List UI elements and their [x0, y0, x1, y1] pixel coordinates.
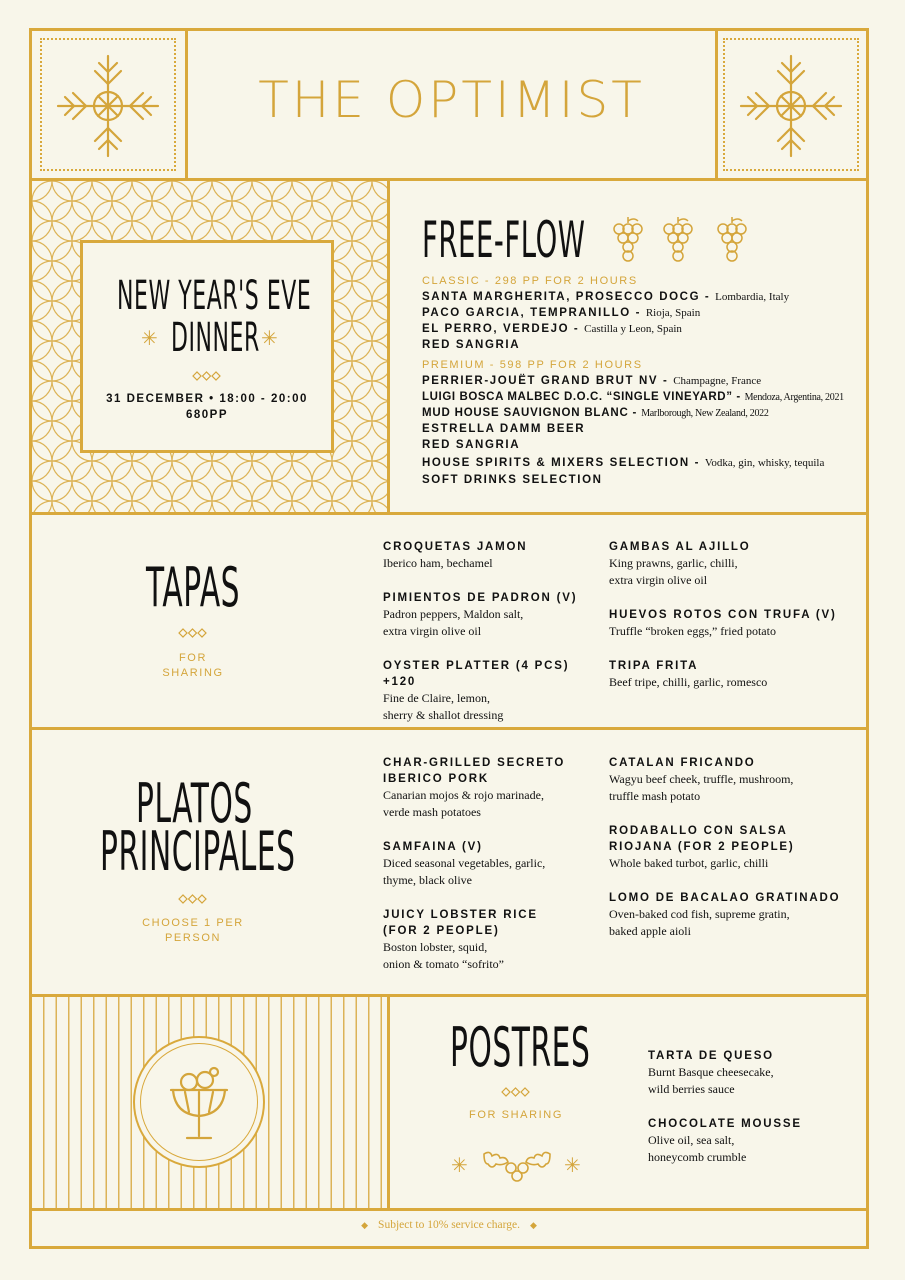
wine-name: SANTA MARGHERITA, PROSECCO DOCG	[422, 291, 701, 303]
diamond-icon: ◆	[361, 1220, 369, 1230]
wine-name: HOUSE SPIRITS & MIXERS SELECTION	[422, 457, 690, 469]
dish-description: extra virgin olive oil	[383, 624, 482, 638]
postres-title: POSTRES	[450, 1016, 591, 1079]
dish-description: Iberico ham, bechamel	[383, 556, 493, 570]
wine-origin: Lombardia, Italy	[715, 291, 790, 303]
premium-label: PREMIUM - 598 PP FOR 2 HOURS	[422, 359, 643, 371]
service-charge-note: Subject to 10% service charge.	[378, 1219, 520, 1231]
wine-item	[422, 339, 862, 355]
dish-description: truffle mash potato	[609, 789, 701, 803]
dish-name: JUICY LOBSTER RICE	[383, 909, 538, 921]
wine-origin: Castilla y Leon, Spain	[584, 323, 682, 335]
dish-description: onion & tomato “sofrito”	[383, 957, 504, 971]
dish-name: OYSTER PLATTER (4 PCS) +120	[383, 660, 570, 688]
classic-label: CLASSIC - 298 PP FOR 2 HOURS	[422, 275, 638, 287]
wine-item: PERRIER-JOUËT GRAND BRUT NV - Champagne, France	[422, 375, 762, 387]
wine-item	[422, 423, 862, 439]
principales-subtitle-line: PERSON	[164, 932, 222, 944]
dish-name: CATALAN FRICANDO	[609, 757, 756, 769]
menu-item	[609, 890, 859, 940]
wine-item: HOUSE SPIRITS & MIXERS SELECTION - Vodka, gin, whisky, tequila	[422, 457, 825, 469]
menu-item	[383, 539, 603, 572]
diamond-ornament-icon	[192, 370, 222, 382]
wine-name: MUD HOUSE SAUVIGNON BLANC	[422, 407, 629, 419]
diamond-ornament-icon	[501, 1086, 531, 1098]
diamond-icon: ◆	[529, 1220, 537, 1230]
dish-name: IBERICO PORK	[383, 773, 489, 785]
tapas-subtitle-line: FOR	[178, 652, 208, 664]
dish-description: Beef tripe, chilli, garlic, romesco	[609, 675, 768, 689]
principales-column-left	[383, 755, 603, 991]
dish-name: HUEVOS ROTOS CON TRUFA (V)	[609, 609, 837, 621]
wine-origin: Champagne, France	[673, 375, 762, 387]
wine-item: MUD HOUSE SAUVIGNON BLANC - Marlborough, New Zealand, 2022	[422, 407, 769, 419]
diamond-ornament-icon	[178, 627, 208, 639]
wine-item: PACO GARCIA, TEMPRANILLO - Rioja, Spain	[422, 307, 701, 319]
dish-description: extra virgin olive oil	[609, 573, 708, 587]
dish-name: RODABALLO CON SALSA	[609, 825, 788, 837]
dish-name: CHAR-GRILLED SECRETO	[383, 757, 566, 769]
tapas-title: TAPAS	[146, 556, 241, 619]
dish-name: CROQUETAS JAMON	[383, 541, 528, 553]
restaurant-name: THE OPTIMIST	[258, 71, 645, 129]
postres-subtitle: FOR SHARING	[469, 1109, 563, 1121]
sparkle-icon: ✳	[261, 328, 278, 350]
dish-description: Wagyu beef cheek, truffle, mushroom,	[609, 772, 794, 786]
freeflow-title: FREE-FLOW	[422, 211, 586, 269]
wine-origin: Marlborough, New Zealand, 2022	[641, 408, 769, 419]
principales-title-line2: PRINCIPALES	[100, 820, 296, 883]
dish-name: LOMO DE BACALAO GRATINADO	[609, 892, 841, 904]
wine-item: EL PERRO, VERDEJO - Castilla y Leon, Spain	[422, 323, 682, 335]
grapes-icon	[610, 215, 646, 263]
wine-item	[422, 439, 862, 455]
event-title-line2: DINNER	[171, 315, 260, 361]
tapas-column-left	[383, 539, 603, 742]
sparkle-icon: ✳	[564, 1155, 581, 1177]
dish-description: baked apple aioli	[609, 924, 691, 938]
dish-description: Whole baked turbot, garlic, chilli	[609, 856, 769, 870]
menu-item	[648, 1116, 858, 1166]
wine-origin: Rioja, Spain	[645, 307, 701, 319]
menu-item	[609, 539, 859, 589]
dish-description: Truffle “broken eggs,” fried potato	[609, 624, 776, 638]
snowflake-icon	[738, 53, 844, 159]
tapas-subtitle	[133, 651, 253, 681]
menu-item	[609, 607, 859, 640]
freeflow-list	[422, 275, 862, 490]
dish-description: King prawns, garlic, chilli,	[609, 556, 738, 570]
wine-name: PERRIER-JOUËT GRAND BRUT NV	[422, 375, 659, 387]
dish-description: Oven-baked cod fish, supreme gratin,	[609, 907, 790, 921]
dish-name: (FOR 2 PEOPLE)	[383, 925, 500, 937]
wine-name: RED SANGRIA	[422, 339, 521, 351]
wine-item: SANTA MARGHERITA, PROSECCO DOCG - Lombardia, Italy	[422, 291, 790, 303]
dish-description: Diced seasonal vegetables, garlic,	[383, 856, 546, 870]
dish-name: SAMFAINA (V)	[383, 841, 483, 853]
wine-origin: Vodka, gin, whisky, tequila	[704, 457, 825, 469]
postres-list	[648, 1048, 858, 1184]
wine-origin: Mendoza, Argentina, 2021	[744, 392, 844, 403]
event-title	[83, 273, 331, 366]
grapes-icon	[660, 215, 696, 263]
menu-item	[383, 658, 603, 724]
dish-name: PIMIENTOS DE PADRON (V)	[383, 592, 578, 604]
dish-name: RIOJANA (FOR 2 PEOPLE)	[609, 841, 795, 853]
dish-name: GAMBAS AL AJILLO	[609, 541, 751, 553]
menu-item	[609, 755, 859, 805]
holly-icon	[482, 1144, 552, 1184]
dish-description: thyme, black olive	[383, 873, 472, 887]
dish-name: TRIPA FRITA	[609, 660, 699, 672]
sparkle-icon: ✳	[451, 1155, 468, 1177]
footer-note-row	[29, 1219, 869, 1231]
wine-item	[422, 474, 862, 490]
dish-name: CHOCOLATE MOUSSE	[648, 1118, 802, 1130]
sparkle-icon: ✳	[141, 328, 158, 350]
wine-name: LUIGI BOSCA MALBEC D.O.C. “SINGLE VINEYARD”	[422, 391, 733, 403]
menu-item	[609, 658, 859, 691]
dish-description: Padron peppers, Maldon salt,	[383, 607, 524, 621]
wine-item: LUIGI BOSCA MALBEC D.O.C. “SINGLE VINEYARD” - Mendoza, Argentina, 2021	[422, 391, 844, 403]
menu-item	[383, 839, 603, 889]
dish-description: wild berries sauce	[648, 1082, 735, 1096]
menu-item	[609, 823, 859, 872]
diamond-ornament-icon	[178, 893, 208, 905]
wine-name: RED SANGRIA	[422, 439, 521, 451]
menu-item	[383, 907, 603, 973]
menu-item	[383, 590, 603, 640]
ice-cream-sundae-icon	[167, 1062, 231, 1144]
dish-description: Boston lobster, squid,	[383, 940, 488, 954]
dish-description: sherry & shallot dressing	[383, 708, 504, 722]
dish-description: Fine de Claire, lemon,	[383, 691, 490, 705]
event-title-line1: NEW YEAR'S EVE	[117, 273, 312, 319]
principales-title-line1: PLATOS	[136, 772, 253, 835]
event-date: 31 DECEMBER • 18:00 - 20:00	[106, 393, 308, 405]
principales-column-right	[609, 755, 859, 958]
dish-description: Burnt Basque cheesecake,	[648, 1065, 774, 1079]
menu-item	[383, 755, 603, 821]
principales-subtitle-line: CHOOSE 1 PER	[142, 917, 244, 929]
wine-name: EL PERRO, VERDEJO	[422, 323, 570, 335]
dish-description: verde mash potatoes	[383, 805, 481, 819]
tapas-subtitle-line: SHARING	[162, 667, 224, 679]
tapas-column-right	[609, 539, 859, 709]
dish-description: Olive oil, sea salt,	[648, 1133, 735, 1147]
dish-description: Canarian mojos & rojo marinade,	[383, 788, 544, 802]
grapes-icon	[714, 215, 750, 263]
event-price: 680PP	[185, 409, 229, 421]
principales-subtitle	[113, 916, 273, 946]
wine-name: ESTRELLA DAMM BEER	[422, 423, 586, 435]
dish-name: TARTA DE QUESO	[648, 1050, 774, 1062]
snowflake-icon	[55, 53, 161, 159]
wine-name: PACO GARCIA, TEMPRANILLO	[422, 307, 631, 319]
dish-description: honeycomb crumble	[648, 1150, 747, 1164]
menu-item	[648, 1048, 858, 1098]
wine-name: SOFT DRINKS SELECTION	[422, 474, 603, 486]
